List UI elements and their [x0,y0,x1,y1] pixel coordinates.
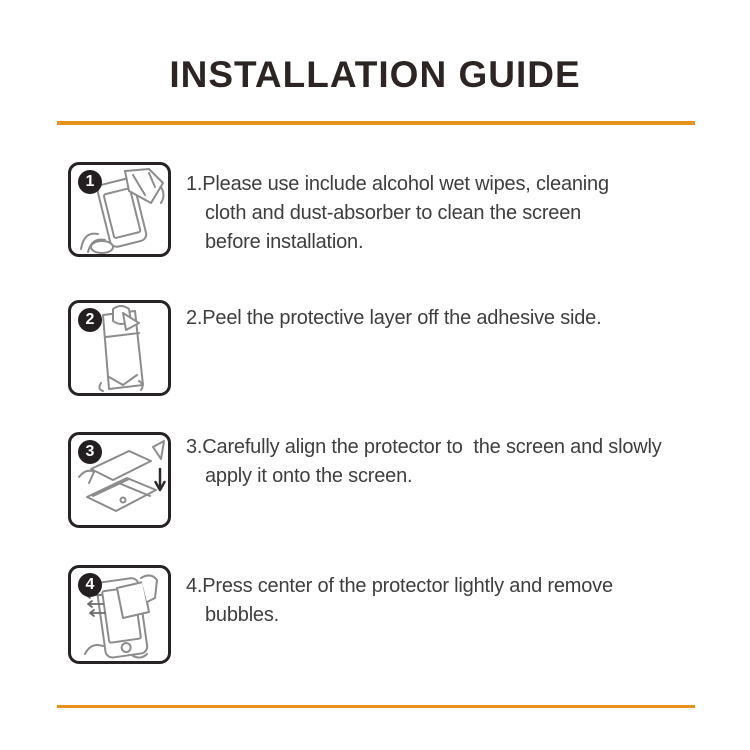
step-3-number-badge: 3 [78,440,102,464]
step-1-line-1: 1.Please use include alcohol wet wipes, cleaning [186,173,609,195]
step-3-instructions [186,433,726,491]
step-1-instructions [186,170,726,257]
step-1-line-2: cloth and dust-absorber to clean the screen [205,202,582,224]
step-3-line-2: apply it onto the screen. [205,465,413,487]
step-4-illustration-box [68,565,171,664]
step-4-instructions [186,572,726,630]
step-1-line-3: before installation. [205,231,364,253]
step-2-line-1: 2.Peel the protective layer off the adhesive side. [186,307,602,329]
step-4-number-badge: 4 [78,573,102,597]
step-2-illustration-box [68,300,171,396]
step-1-illustration-box [68,162,171,257]
step-2-instructions [186,304,726,333]
step-3-illustration-box [68,432,171,528]
top-accent-divider [57,121,695,125]
step-4-line-2: bubbles. [205,604,280,626]
step-4-line-1: 4.Press center of the protector lightly and remove [186,575,613,597]
step-1-number-badge: 1 [78,170,102,194]
step-2-number-badge: 2 [78,308,102,332]
page-title: INSTALLATION GUIDE [169,54,581,95]
bottom-accent-divider [57,705,695,708]
step-3-line-1: 3.Carefully align the protector to the screen and slowly [186,436,662,458]
